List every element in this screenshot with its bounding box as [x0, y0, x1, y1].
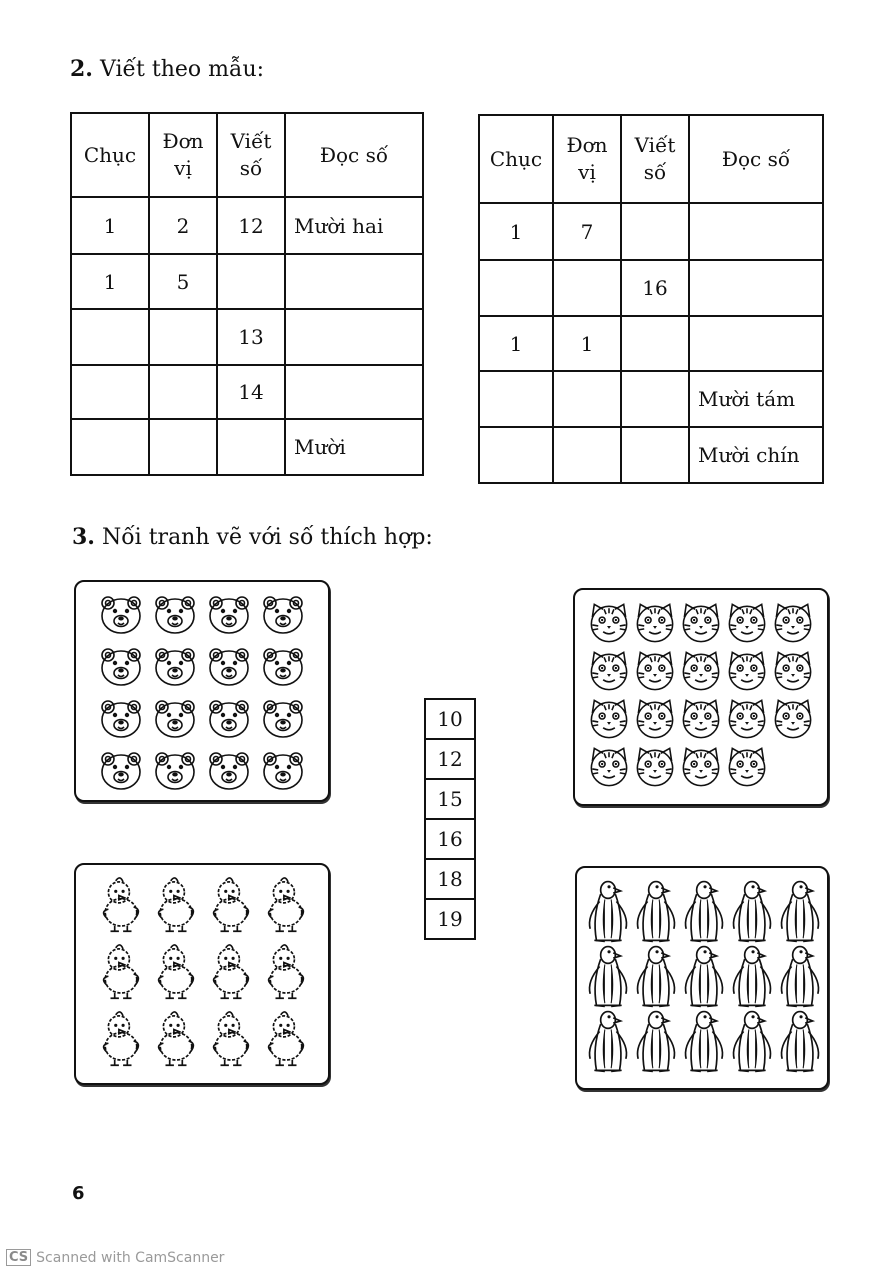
bear-icon	[264, 701, 302, 737]
tiger-icon	[729, 604, 764, 641]
penguins-drawing	[577, 868, 827, 1088]
bear-icon	[102, 649, 140, 685]
cell-units[interactable]	[149, 419, 217, 475]
tiger-icon	[637, 652, 672, 689]
tiger-icon	[683, 604, 718, 641]
penguin-icon	[734, 1012, 771, 1072]
cell-number[interactable]	[621, 316, 689, 371]
header-read-number: Đọc số	[285, 113, 423, 197]
table-left	[70, 112, 424, 476]
tiger-icon	[775, 652, 810, 689]
exercise-2-title	[70, 56, 264, 82]
tiger-icon	[683, 700, 718, 737]
cell-number[interactable]	[217, 419, 285, 475]
cell-number[interactable]: 16	[621, 260, 689, 316]
scanner-watermark	[6, 1249, 224, 1266]
bear-icon	[156, 597, 194, 633]
cell-number[interactable]	[217, 254, 285, 309]
penguin-icon	[686, 882, 723, 942]
tiger-icon	[683, 652, 718, 689]
number-box[interactable]: 10	[424, 698, 476, 740]
bear-icon	[264, 753, 302, 789]
header-tens: Chục	[479, 115, 553, 203]
table-row	[479, 371, 823, 427]
penguin-icon	[638, 947, 675, 1007]
cell-reading[interactable]: Mười chín	[689, 427, 823, 483]
table-row	[71, 309, 423, 365]
picture-bears[interactable]	[74, 580, 330, 802]
bear-icon	[210, 597, 248, 633]
penguin-icon	[734, 882, 771, 942]
table-row	[71, 365, 423, 419]
penguin-icon	[638, 1012, 675, 1072]
cell-number[interactable]: 14	[217, 365, 285, 419]
cell-number[interactable]: 13	[217, 309, 285, 365]
cell-number[interactable]	[621, 427, 689, 483]
cell-reading[interactable]: Mười	[285, 419, 423, 475]
chick-icon	[269, 1012, 304, 1065]
penguin-icon	[782, 882, 819, 942]
cell-reading[interactable]	[689, 260, 823, 316]
cell-units[interactable]	[553, 260, 621, 316]
penguin-icon	[590, 1012, 627, 1072]
chick-icon	[214, 878, 249, 931]
chick-icon	[269, 878, 304, 931]
penguin-icon	[782, 947, 819, 1007]
page-number: 6	[72, 1183, 85, 1204]
tiger-icon	[683, 748, 718, 785]
chick-icon	[104, 945, 139, 998]
cell-units[interactable]	[553, 371, 621, 427]
number-box[interactable]: 15	[424, 778, 476, 820]
header-tens: Chục	[71, 113, 149, 197]
table-row	[71, 197, 423, 254]
bears-drawing	[76, 582, 328, 800]
table-row	[71, 254, 423, 309]
bear-icon	[102, 597, 140, 633]
cell-reading[interactable]	[285, 309, 423, 365]
chick-icon	[104, 878, 139, 931]
cell-number[interactable]	[621, 371, 689, 427]
tiger-icon	[729, 700, 764, 737]
bear-icon	[102, 701, 140, 737]
cell-reading[interactable]: Mười hai	[285, 197, 423, 254]
penguin-icon	[734, 947, 771, 1007]
table-row	[479, 316, 823, 371]
table-right	[478, 114, 824, 484]
cell-tens[interactable]: 1	[71, 197, 149, 254]
bear-icon	[102, 753, 140, 789]
cell-tens[interactable]	[71, 419, 149, 475]
cell-reading[interactable]	[285, 365, 423, 419]
bear-icon	[210, 701, 248, 737]
picture-chicks[interactable]	[74, 863, 330, 1085]
tiger-icon	[637, 700, 672, 737]
cell-tens[interactable]	[479, 260, 553, 316]
watermark-text: Scanned with CamScanner	[36, 1249, 225, 1266]
cell-reading[interactable]	[689, 203, 823, 260]
header-units: Đơn vị	[553, 115, 621, 203]
cell-units[interactable]: 7	[553, 203, 621, 260]
cell-tens[interactable]	[479, 427, 553, 483]
header-units: Đơn vị	[149, 113, 217, 197]
chick-icon	[159, 1012, 194, 1065]
table-row	[479, 203, 823, 260]
camscanner-logo: CS	[6, 1249, 31, 1266]
bear-icon	[264, 597, 302, 633]
exercise-3-instruction: Nối tranh vẽ với số thích hợp:	[101, 525, 433, 550]
exercise-2-number: 2.	[70, 56, 93, 82]
tiger-icon	[637, 604, 672, 641]
penguin-icon	[686, 947, 723, 1007]
cell-tens[interactable]: 1	[479, 316, 553, 371]
cell-tens[interactable]	[71, 365, 149, 419]
table-row	[479, 260, 823, 316]
penguin-icon	[638, 882, 675, 942]
cell-units[interactable]	[149, 309, 217, 365]
bear-icon	[156, 701, 194, 737]
bear-icon	[156, 649, 194, 685]
exercise-2-instruction: Viết theo mẫu:	[99, 57, 265, 82]
cell-reading[interactable]	[285, 254, 423, 309]
table-row	[479, 427, 823, 483]
header-read-number: Đọc số	[689, 115, 823, 203]
cell-units[interactable]	[149, 365, 217, 419]
tiger-icon	[729, 652, 764, 689]
tiger-icon	[775, 604, 810, 641]
number-box[interactable]: 19	[424, 898, 476, 940]
penguin-icon	[590, 882, 627, 942]
tiger-icon	[591, 604, 626, 641]
bear-icon	[264, 649, 302, 685]
table-row	[71, 419, 423, 475]
tigers-drawing	[575, 590, 827, 804]
chick-icon	[104, 1012, 139, 1065]
chick-icon	[159, 878, 194, 931]
header-write-number: Viết số	[217, 113, 285, 197]
penguin-icon	[782, 1012, 819, 1072]
cell-tens[interactable]	[71, 309, 149, 365]
exercise-3-number: 3.	[72, 524, 95, 550]
number-box[interactable]: 16	[424, 818, 476, 860]
tiger-icon	[591, 652, 626, 689]
chick-icon	[269, 945, 304, 998]
cell-units[interactable]: 2	[149, 197, 217, 254]
exercise-3-title	[72, 524, 433, 550]
picture-tigers[interactable]	[573, 588, 829, 806]
bear-icon	[156, 753, 194, 789]
cell-units[interactable]	[553, 427, 621, 483]
number-column	[424, 698, 476, 938]
penguin-icon	[686, 1012, 723, 1072]
bear-icon	[210, 753, 248, 789]
tiger-icon	[637, 748, 672, 785]
chicks-drawing	[76, 865, 328, 1083]
cell-tens[interactable]	[479, 371, 553, 427]
tiger-icon	[591, 700, 626, 737]
cell-reading[interactable]	[689, 316, 823, 371]
cell-units[interactable]: 5	[149, 254, 217, 309]
tiger-icon	[729, 748, 764, 785]
chick-icon	[214, 945, 249, 998]
chick-icon	[214, 1012, 249, 1065]
picture-penguins[interactable]	[575, 866, 829, 1090]
cell-tens[interactable]: 1	[479, 203, 553, 260]
cell-number[interactable]: 12	[217, 197, 285, 254]
bear-icon	[210, 649, 248, 685]
number-box[interactable]: 18	[424, 858, 476, 900]
chick-icon	[159, 945, 194, 998]
penguin-icon	[590, 947, 627, 1007]
cell-tens[interactable]: 1	[71, 254, 149, 309]
cell-number[interactable]	[621, 203, 689, 260]
cell-reading[interactable]: Mười tám	[689, 371, 823, 427]
number-box[interactable]: 12	[424, 738, 476, 780]
cell-units[interactable]: 1	[553, 316, 621, 371]
tiger-icon	[775, 700, 810, 737]
tiger-icon	[591, 748, 626, 785]
header-write-number: Viết số	[621, 115, 689, 203]
